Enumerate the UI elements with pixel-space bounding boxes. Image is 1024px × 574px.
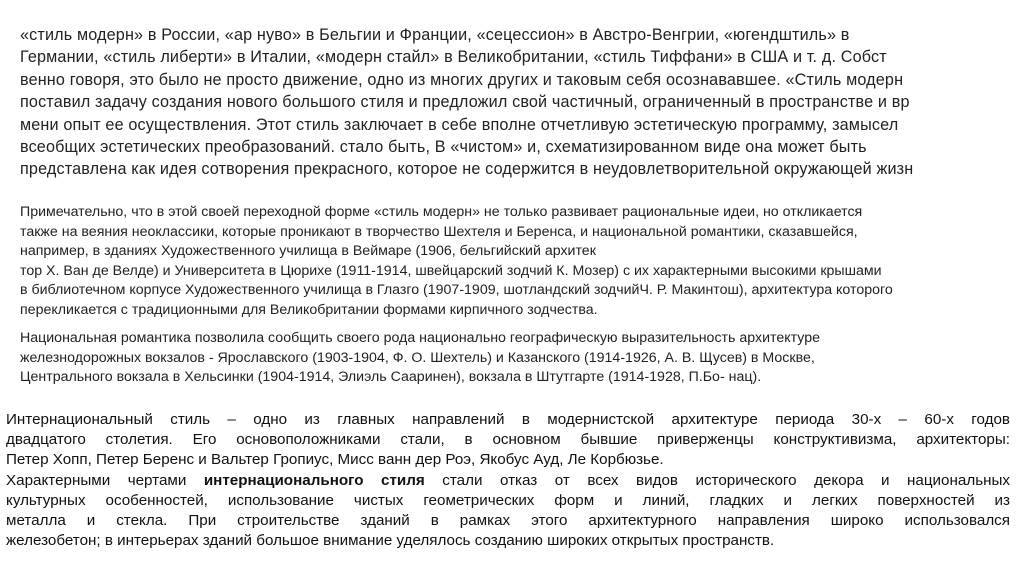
paragraph-style-modern-names bbox=[20, 24, 1024, 181]
text-line: Центрального вокзала в Хельсинки (1904-1914, Элиэль Сааринен), вокзала в Штутгарте (1914-1928, П.Бо- нац). bbox=[20, 369, 762, 386]
text-line: всеобщих эстетических преобразований. стало быть, В «чистом» и, схематизированном виде она может быть bbox=[20, 138, 867, 157]
bold-term: интернационального стиля bbox=[203, 471, 425, 489]
text-line: перекликается с традиционными для Великобритании формами кирпичного зодчества. bbox=[20, 301, 598, 318]
text-line: венно говоря, это было не просто движение, одно из многих других и таковым себя осознававшее. «Стиль модерн bbox=[20, 70, 904, 89]
text-line: металла и стекла. При строительстве зданий в рамках этого архитектурного направления широко использовался bbox=[6, 512, 1010, 530]
paragraph-national-romanticism bbox=[20, 329, 1024, 388]
text-line: например, в зданиях Художественного училища в Веймаре (1906, бельгийский архитек bbox=[20, 243, 596, 260]
text-line: культурных особенностей, использование чистых геометрических форм и линий, гладких и легких поверхностей из bbox=[6, 491, 1010, 509]
text-line: Национальная романтика позволила сообщить своего рода национально географическую выразительность архитектуре bbox=[20, 330, 820, 346]
text-span: Характерными чертами bbox=[6, 471, 204, 489]
text-line-with-bold bbox=[6, 471, 1010, 491]
text-line: Германии, «стиль либерти» в Италии, «модерн стайл» в Великобритании, «стиль Тиффани» в США и т. д. Собст bbox=[20, 48, 887, 67]
text-line: Интернациональный стиль – одно из главных направлений в модернистской архитектуре периода 30-х – 60-х годов bbox=[6, 411, 1010, 428]
text-line: Петер Хопп, Петер Беренс и Вальтер Гропиус, Мисс ванн дер Роэ, Якобус Ауд, Ле Корбюзье. bbox=[6, 451, 664, 469]
text-span: стали отказ от всех видов исторического декора и национальных bbox=[424, 471, 1010, 489]
text-line: в библиотечном корпусе Художественного училища в Глазго (1907-1909, шотландский зодчийЧ. Р. Макинтош), архитектура которого bbox=[20, 282, 893, 299]
text-line: поставил задачу создания нового большого стиля и предложил свой частичный, ограниченный в пространстве и вр bbox=[20, 93, 910, 112]
text-line: железобетон; в интерьерах зданий большое внимание уделялось созданию широких открытых пространств. bbox=[6, 532, 775, 550]
paragraph-international-style bbox=[6, 410, 1010, 551]
text-line: мени опыт ее осуществления. Этот стиль заключает в себе вполне отчетливую эстетическую программу, замысел bbox=[20, 115, 899, 134]
text-line: представлена как идея сотворения прекрасного, которое не содержится в неудовлетворительной окружающей жизн bbox=[20, 160, 914, 179]
text-line: железнодорожных вокзалов - Ярославского (1903-1904, Ф. О. Шехтель) и Казанского (1914-1926, А. В. Щусев) в Москве, bbox=[20, 349, 815, 366]
text-line: также на веяния неоклассики, которые проникают в творчество Шехтеля и Беренса, и национальной романтики, сказавшейся, bbox=[20, 223, 858, 240]
text-line: двадцатого столетия. Его основоположниками стали, в основном бывшие приверженцы конструктивизма, архитекторы: bbox=[6, 431, 1010, 449]
text-line: «стиль модерн» в России, «ар нуво» в Бельгии и Франции, «сецессион» в Австро-Венгрии, «югендштиль» в bbox=[20, 26, 850, 44]
text-line: тор Х. Ван де Велде) и Университета в Цюрихе (1911-1914, швейцарский зодчий К. Мозер) с их характерными высокими крышами bbox=[20, 262, 882, 279]
text-line: Примечательно, что в этой своей переходной форме «стиль модерн» не только развивает рациональные идеи, но откликается bbox=[20, 204, 863, 220]
paragraph-transitional-form bbox=[20, 203, 1024, 321]
